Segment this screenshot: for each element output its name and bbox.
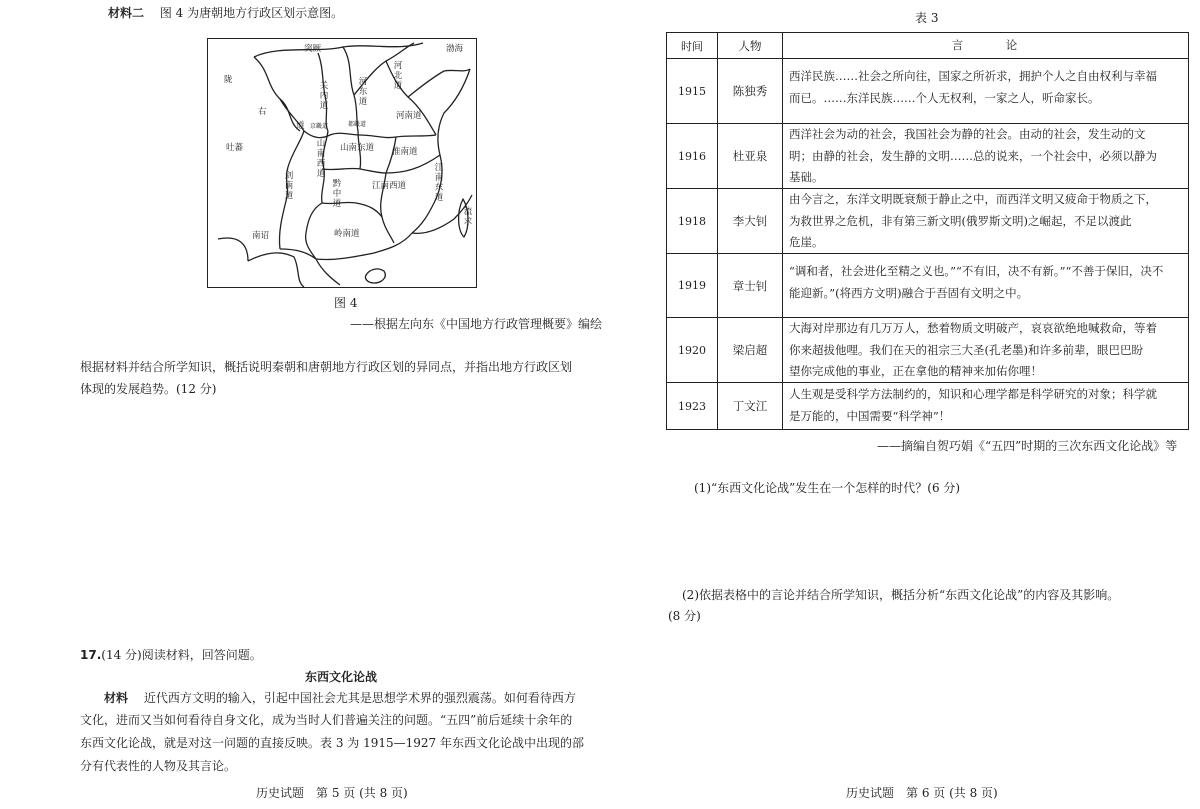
map-label-jiangnanxi: 江南西道 [372,181,407,191]
row-person: 章士钊 [718,254,783,317]
speech-table [666,32,1189,430]
map-label-shannanxi: 山南西道 [316,139,326,179]
speech-line: 由今言之，东洋文明既衰颓于静止之中，而西洋文明又疲命于物质之下， [789,192,1157,206]
speech-line: 你来超拔他哩。我们在天的祖宗三大圣(孔老墨)和许多前辈，眼巴巴盼 [789,342,1143,357]
tang-map-figure [207,38,477,288]
map-label-you: 右 [258,107,267,117]
speech-line: 西洋民族……社会之所向往，国家之所祈求，拥护个人之自由权利与幸福 [789,69,1157,83]
material2-header [108,3,343,23]
speech-line: 西洋社会为动的社会，我国社会为静的社会。由动的社会，发生动的文 [789,127,1146,141]
map-label-bohai: 渤海 [446,44,464,54]
question-17-number: 17. [80,648,102,662]
material2-text: 图 4 为唐朝地方行政区划示意图。 [159,6,344,20]
left-page-footer: 历史试题 第 5 页 (共 8 页) [256,786,408,800]
question-17-intro: (14 分)阅读材料，回答问题。 [101,648,262,662]
map-label-huainan: 淮南道 [392,147,418,157]
question-17-title: 东西文化论战 [305,670,378,684]
map-label-guannei: 关内道 [319,81,329,111]
row-speech [783,254,1188,317]
row-speech [783,383,1188,429]
speech-line: 能迎新。”(将西方文明)融合于吾固有文明之中。 [789,285,1029,300]
row-year: 1919 [667,254,718,317]
speech-line: 望你完成他的事业，正在拿他的精神来加佑你哩！ [789,364,1042,378]
map-label-jiannan: 剑南道 [284,171,294,201]
material-line-2: 文化，进而又当如何看待自身文化，成为当时人们普遍关注的问题。“五四”前后延续十余年的 [80,713,573,727]
row-year: 1920 [667,318,718,382]
speech-line: 大海对岸那边有几万万人，愁着物质文明破产，哀哀欲绝地喊救命，等着 [789,321,1157,335]
map-label-liuqiu: 流求 [463,207,473,227]
map-label-hebei: 河北道 [393,61,403,91]
map-label-lingnan: 岭南道 [334,229,360,239]
map-label-duji: 都畿道 [348,121,367,128]
header-speech: 言 论 [951,37,1020,52]
map-label-nanzhao: 南诏 [252,231,270,241]
row-year: 1923 [667,383,718,429]
material-line-3: 东西文化论战，就是对这一问题的直接反映。表 3 为 1915—1927 年东西文化论战中出现的部 [80,736,584,750]
table-row [667,383,1188,429]
question-17-header [80,645,262,665]
row-speech [783,318,1188,382]
table-row [667,59,1188,124]
table-source: ——摘编自贺巧娟《“五四”时期的三次东西文化论战》等 [877,439,1178,453]
row-person: 陈独秀 [718,59,783,123]
row-speech [783,124,1188,188]
row-person: 李大钊 [718,189,783,253]
map-label-dao: 道 [296,121,305,131]
table-row [667,318,1188,383]
map-label-hedong: 河东道 [358,77,368,107]
speech-line: 为救世界之危机，非有第三新文明(俄罗斯文明)之崛起，不足以渡此 [789,213,1132,228]
map-label-tujue: 突厥 [304,44,322,54]
material-label: 材料 [104,691,129,705]
row-year: 1916 [667,124,718,188]
speech-line: 人生观是受科学方法制约的，知识和心理学都是科学研究的对象；科学就 [789,387,1157,401]
right-page-footer: 历史试题 第 6 页 (共 8 页) [846,786,998,800]
speech-line: 而已。……东洋民族……个人无权利，一家之人，听命家长。 [789,90,1100,105]
row-person: 梁启超 [718,318,783,382]
figure-caption: 图 4 [334,296,358,310]
map-label-jingji: 京畿道 [310,123,329,130]
row-speech [783,189,1188,253]
row-person: 丁文江 [718,383,783,429]
material-line-1 [80,688,576,708]
map-label-shannandong: 山南东道 [340,143,375,153]
speech-line: 基础。 [789,170,824,184]
map-label-henan: 河南道 [396,111,422,121]
map-label-long: 陇 [224,75,233,85]
material-line-4: 分有代表性的人物及其言论。 [80,759,237,773]
material-text-1: 近代西方文明的输入，引起中国社会尤其是思想学术界的强烈震荡。如何看待西方 [143,691,576,705]
speech-line: 明；由静的社会，发生静的文明……总的说来，一个社会中，必须以静为 [789,148,1157,163]
question-17-1: (1)“东西文化论战”发生在一个怎样的时代？(6 分) [694,481,961,495]
header-person: 人物 [718,33,783,58]
table-row [667,189,1188,254]
table-title: 表 3 [915,11,939,25]
row-person: 杜亚泉 [718,124,783,188]
question-16-line-1: 根据材料并结合所学知识，概括说明秦朝和唐朝地方行政区划的异同点，并指出地方行政区划 [80,360,573,374]
table-header-row [667,33,1188,59]
table-row [667,124,1188,189]
map-label-jiangnandong: 江南东道 [434,163,444,203]
map-label-tubo: 吐蕃 [226,143,244,153]
material2-label: 材料二 [108,6,145,20]
row-year: 1918 [667,189,718,253]
table-row [667,254,1188,318]
speech-line: “调和者，社会进化至精之义也。”“不有旧，决不有新。”“不善于保旧，决不 [789,264,1164,278]
question-16-line-2: 体现的发展趋势。(12 分) [80,382,217,396]
question-17-2-line-1: (2)依据表格中的言论并结合所学知识，概括分析“东西文化论战”的内容及其影响。 [682,588,1120,602]
speech-line: 是万能的，中国需要“科学神”！ [789,408,951,423]
speech-line: 危崖。 [789,235,824,249]
question-17-2-line-2: (8 分) [668,609,701,623]
figure-source: ——根据左向东《中国地方行政管理概要》编绘 [350,317,603,331]
row-year: 1915 [667,59,718,123]
row-speech [783,59,1188,123]
header-time: 时间 [667,33,718,58]
map-label-qianzhong: 黔中道 [332,179,342,209]
